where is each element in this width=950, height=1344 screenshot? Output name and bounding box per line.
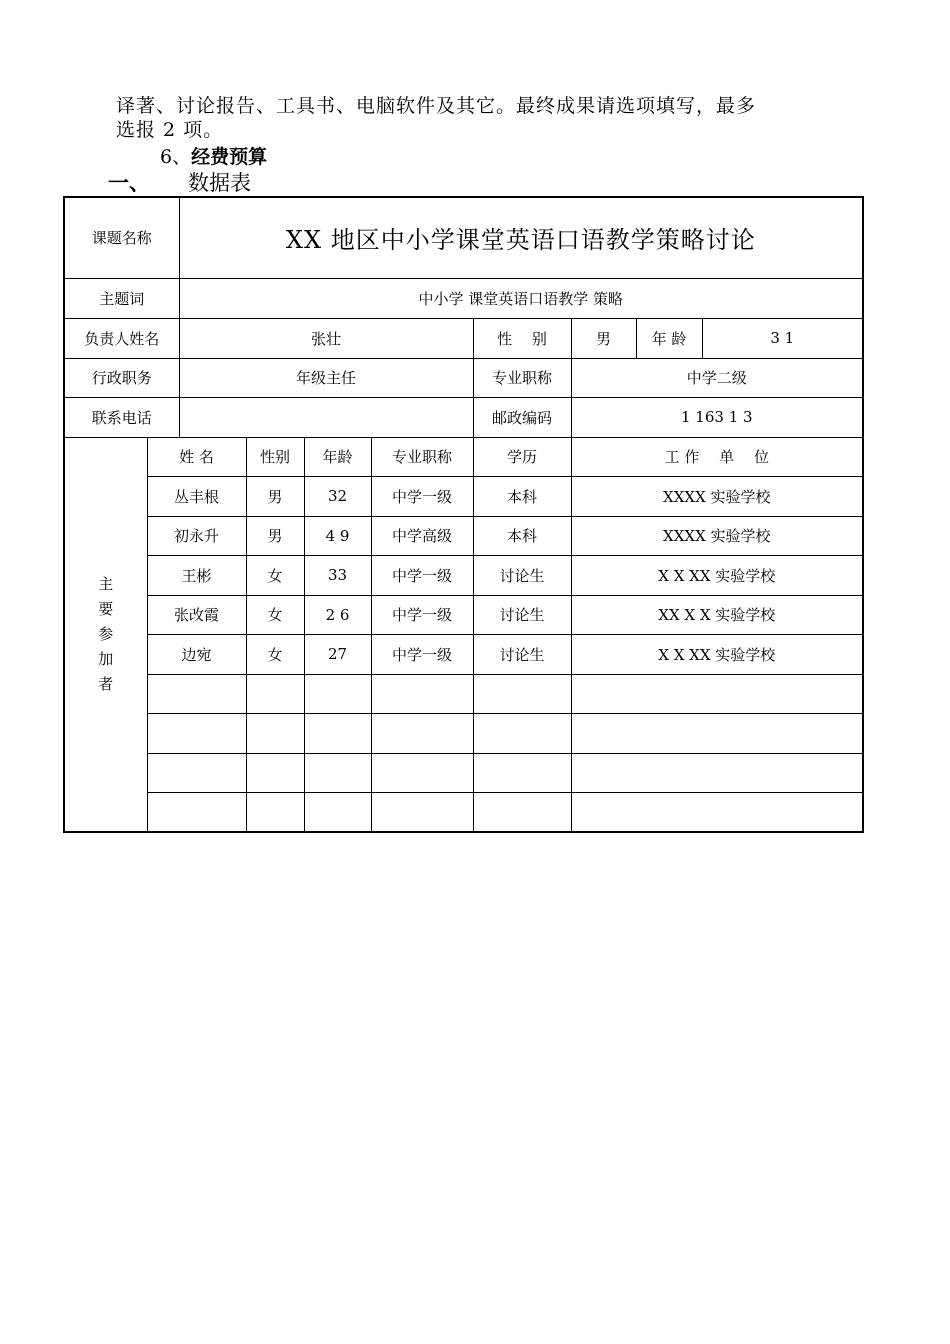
participant-workplace: X X XX 实验学校 xyxy=(571,555,863,595)
participant-gender xyxy=(246,753,304,792)
participant-title xyxy=(371,713,473,753)
section-title: 数据表 xyxy=(188,171,251,195)
participant-age xyxy=(304,674,371,713)
data-table xyxy=(63,196,864,833)
participant-workplace xyxy=(571,792,863,832)
table-row xyxy=(64,555,863,595)
participant-education: 讨论生 xyxy=(473,634,571,674)
participant-workplace: XX X X 实验学校 xyxy=(571,595,863,634)
participant-age xyxy=(304,713,371,753)
gender-label: 性 别 xyxy=(473,318,571,358)
participant-title: 中学一级 xyxy=(371,476,473,516)
postcode-label: 邮政编码 xyxy=(473,397,571,437)
participant-gender: 女 xyxy=(246,595,304,634)
participant-name xyxy=(147,753,246,792)
prof-title-value: 中学二级 xyxy=(571,358,863,397)
participant-title xyxy=(371,674,473,713)
participant-age: 32 xyxy=(304,476,371,516)
contact-row xyxy=(64,397,863,437)
participant-age: 4 9 xyxy=(304,516,371,555)
participant-name xyxy=(147,792,246,832)
participant-education xyxy=(473,792,571,832)
table-row xyxy=(64,634,863,674)
participant-title xyxy=(371,753,473,792)
table-row xyxy=(64,516,863,555)
item-6-heading xyxy=(160,145,267,169)
participants-header-row xyxy=(64,437,863,476)
gender-value: 男 xyxy=(571,318,636,358)
project-name-row xyxy=(64,197,863,278)
header-workplace: 工 作 单 位 xyxy=(571,437,863,476)
postcode-value: 1 163 1 3 xyxy=(571,397,863,437)
prof-title-label: 专业职称 xyxy=(473,358,571,397)
participant-title xyxy=(371,792,473,832)
participant-name: 初永升 xyxy=(147,516,246,555)
table-row xyxy=(64,753,863,792)
table-row xyxy=(64,792,863,832)
section-number: 一、 xyxy=(108,171,150,195)
participant-name xyxy=(147,713,246,753)
admin-position-label: 行政职务 xyxy=(64,358,179,397)
keywords-row xyxy=(64,278,863,318)
participant-gender xyxy=(246,713,304,753)
item-6-number: 6、 xyxy=(160,146,192,168)
participant-education xyxy=(473,713,571,753)
header-name: 姓 名 xyxy=(147,437,246,476)
participant-education xyxy=(473,674,571,713)
participant-workplace xyxy=(571,674,863,713)
project-name-label: 课题名称 xyxy=(64,197,179,278)
leader-name-value: 张壮 xyxy=(179,318,473,358)
table-row xyxy=(64,595,863,634)
participant-name: 张改霞 xyxy=(147,595,246,634)
table-row xyxy=(64,476,863,516)
participant-title: 中学一级 xyxy=(371,555,473,595)
intro-line-2: 选报 2 项。 xyxy=(116,119,224,141)
participant-gender: 女 xyxy=(246,634,304,674)
participant-workplace xyxy=(571,713,863,753)
participant-gender xyxy=(246,674,304,713)
participant-gender: 男 xyxy=(246,476,304,516)
intro-paragraph xyxy=(116,94,856,142)
item-6-label: 经费预算 xyxy=(191,146,268,168)
table-row xyxy=(64,713,863,753)
participant-gender: 男 xyxy=(246,516,304,555)
header-age: 年龄 xyxy=(304,437,371,476)
age-label: 年 龄 xyxy=(636,318,702,358)
participant-age: 33 xyxy=(304,555,371,595)
participant-age: 2 6 xyxy=(304,595,371,634)
participant-education: 本科 xyxy=(473,516,571,555)
participant-title: 中学一级 xyxy=(371,595,473,634)
participant-name xyxy=(147,674,246,713)
position-row xyxy=(64,358,863,397)
participant-title: 中学一级 xyxy=(371,634,473,674)
leader-name-label: 负责人姓名 xyxy=(64,318,179,358)
participant-workplace: XXXX 实验学校 xyxy=(571,476,863,516)
participant-age: 27 xyxy=(304,634,371,674)
keywords-value: 中小学 课堂英语口语教学 策略 xyxy=(179,278,863,318)
table-row xyxy=(64,674,863,713)
participant-education: 讨论生 xyxy=(473,555,571,595)
participant-title: 中学高级 xyxy=(371,516,473,555)
header-gender: 性别 xyxy=(246,437,304,476)
phone-label: 联系电话 xyxy=(64,397,179,437)
participants-label: 主 要 参 加 者 xyxy=(64,437,147,832)
participant-education: 讨论生 xyxy=(473,595,571,634)
participant-name: 丛丰根 xyxy=(147,476,246,516)
section-heading xyxy=(108,170,251,196)
header-title: 专业职称 xyxy=(371,437,473,476)
participant-age xyxy=(304,753,371,792)
participant-age xyxy=(304,792,371,832)
admin-position-value: 年级主任 xyxy=(179,358,473,397)
participant-gender: 女 xyxy=(246,555,304,595)
participant-workplace xyxy=(571,753,863,792)
keywords-label: 主题词 xyxy=(64,278,179,318)
participant-workplace: XXXX 实验学校 xyxy=(571,516,863,555)
participant-education xyxy=(473,753,571,792)
header-education: 学历 xyxy=(473,437,571,476)
leader-row xyxy=(64,318,863,358)
phone-value xyxy=(179,397,473,437)
participant-name: 边宛 xyxy=(147,634,246,674)
project-name-value: XX 地区中小学课堂英语口语教学策略讨论 xyxy=(179,197,863,278)
participant-gender xyxy=(246,792,304,832)
participant-workplace: X X XX 实验学校 xyxy=(571,634,863,674)
age-value: 3 1 xyxy=(702,318,863,358)
participant-name: 王彬 xyxy=(147,555,246,595)
participant-education: 本科 xyxy=(473,476,571,516)
intro-line-1: 译著、讨论报告、工具书、电脑软件及其它。最终成果请选项填写，最多 xyxy=(116,95,757,117)
